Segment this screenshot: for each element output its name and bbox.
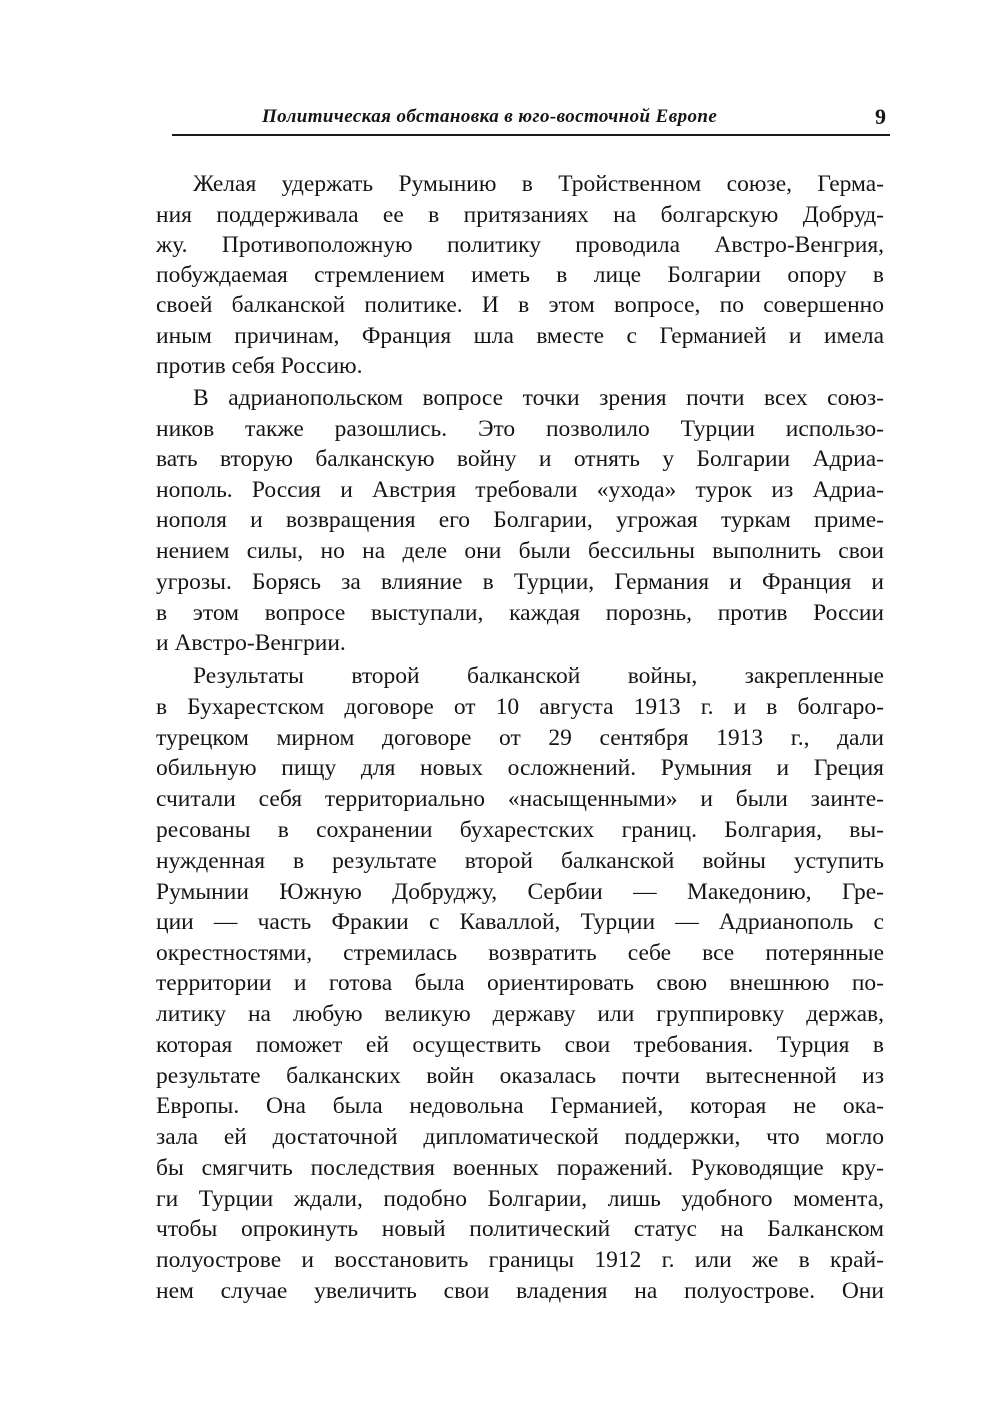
text-line: в этом вопросе выступали, каждая порознь, против России <box>156 600 884 626</box>
text-line: нем случае увеличить свои владения на полуострове. Они <box>156 1278 884 1304</box>
text-line: вать вторую балканскую войну и отнять у Болгарии Адриа- <box>156 446 884 472</box>
text-line: турецком мирном договоре от 29 сентября 1913 г., дали <box>156 725 884 751</box>
text-line: В адрианопольском вопросе точки зрения почти всех союз- <box>193 385 884 411</box>
text-line: жу. Противоположную политику проводила Австро-Венгрия, <box>156 232 884 258</box>
text-line: против себя Россию. <box>156 353 363 379</box>
text-line: бы смягчить последствия военных поражений. Руководящие кру- <box>156 1155 884 1181</box>
page-number: 9 <box>875 104 886 129</box>
text-line: считали себя территориально «насыщенными» и были заинте- <box>156 786 884 812</box>
text-line: ги Турции ждали, подобно Болгарии, лишь удобного момента, <box>156 1186 884 1212</box>
text-line: Желая удержать Румынию в Тройственном союзе, Герма- <box>193 171 884 197</box>
text-line: территории и готова была ориентировать свою внешнюю по- <box>156 970 884 996</box>
text-line: Румынии Южную Добруджу, Сербии — Македонию, Гре- <box>156 879 884 905</box>
text-line: своей балканской политике. И в этом вопросе, по совершенно <box>156 292 884 318</box>
text-line: чтобы опрокинуть новый политический статус на Балканском <box>156 1216 884 1242</box>
text-line: угрозы. Борясь за влияние в Турции, Германия и Франция и <box>156 569 884 595</box>
text-line: Результаты второй балканской войны, закрепленные <box>193 663 884 689</box>
text-line: и Австро-Венгрии. <box>156 630 346 656</box>
text-line: Европы. Она была недовольна Германией, которая не ока- <box>156 1093 884 1119</box>
text-line: ресованы в сохранении бухарестских границ. Болгария, вы- <box>156 817 884 843</box>
text-line: в Бухарестском договоре от 10 августа 1913 г. и в болгаро- <box>156 694 884 720</box>
text-line: зала ей достаточной дипломатической поддержки, что могло <box>156 1124 884 1150</box>
text-line: ников также разошлись. Это позволило Турции использо- <box>156 416 884 442</box>
running-title: Политическая обстановка в юго-восточной Европе <box>262 106 718 127</box>
text-line: нополь. Россия и Австрия требовали «ухода» турок из Адриа- <box>156 477 884 503</box>
text-line: литику на любую великую державу или группировку держав, <box>156 1001 884 1027</box>
text-line: нением силы, но на деле они были бессильны выполнить свои <box>156 538 884 564</box>
text-line: ния поддерживала ее в притязаниях на болгарскую Добруд- <box>156 202 884 228</box>
text-line: которая поможет ей осуществить свои требования. Турция в <box>156 1032 884 1058</box>
text-line: ции — часть Фракии с Каваллой, Турции — Адрианополь с <box>156 909 884 935</box>
text-line: обильную пищу для новых осложнений. Румыния и Греция <box>156 755 884 781</box>
text-line: нужденная в результате второй балканской войны уступить <box>156 848 884 874</box>
text-line: окрестностями, стремилась возвратить себе все потерянные <box>156 940 884 966</box>
text-line: побуждаемая стремлением иметь в лице Болгарии опору в <box>156 262 884 288</box>
running-header <box>172 104 890 136</box>
text-line: нополя и возвращения его Болгарии, угрожая туркам приме- <box>156 507 884 533</box>
text-line: иным причинам, Франция шла вместе с Германией и имела <box>156 323 884 349</box>
text-line: полуострове и восстановить границы 1912 г. или же в край- <box>156 1247 884 1273</box>
text-line: результате балканских войн оказалась почти вытесненной из <box>156 1063 884 1089</box>
